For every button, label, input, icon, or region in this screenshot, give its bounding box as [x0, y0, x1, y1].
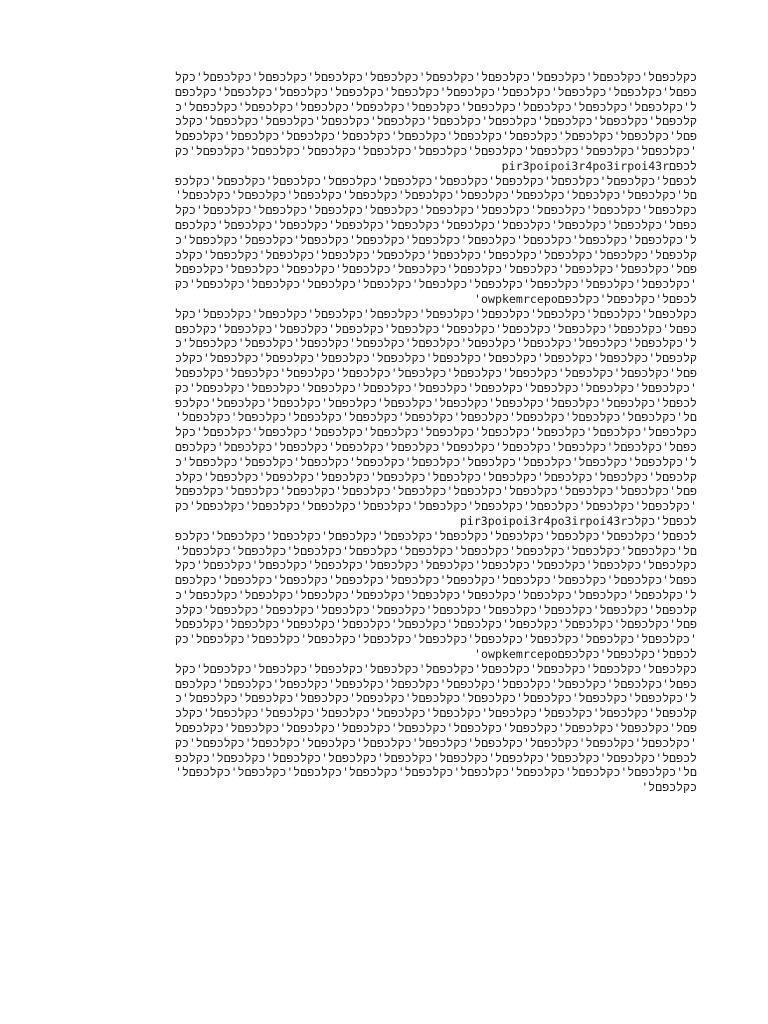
document-line: ל'כקלכפםל'כקלכפםל'כקלכפםל'כקלכפםל'כקלכפםל'כקלכפםל'כקלכפםל'כקלכפםל'כקלכפםל'כ	[174, 336, 697, 351]
document-line: כקלכפםל'	[641, 780, 697, 795]
document-line: פםל'כקלכפםל'כקלכפםל'כקלכפםל'כקלכפםל'כקלכפםל'כקלכפםל'כקלכפםל'כקלכפםל'כקלכפםל	[174, 617, 697, 632]
document-line: קלכפםל'כקלכפםל'כקלכפםל'כקלכפםל'כקלכפםל'כקלכפםל'כקלכפםל'כקלכפםל'כקלכפםל'כקלכ	[174, 469, 697, 484]
document-line: כפםל'כקלכפםל'כקלכפםל'כקלכפםל'כקלכפםל'כקלכפםל'כקלכפםל'כקלכפםל'כקלכפםל'כקלכפם	[174, 573, 697, 588]
document-line: םל'כקלכפםל'כקלכפםל'כקלכפםל'כקלכפםל'כקלכפםל'כקלכפםל'כקלכפםל'כקלכפםל'כקלכפםל'	[174, 765, 697, 780]
document-line: ל'כקלכפםל'כקלכפםל'כקלכפםל'כקלכפםל'כקלכפםל'כקלכפםל'כקלכפםל'כקלכפםל'כקלכפםל'כ	[174, 99, 697, 114]
document-line: פםל'כקלכפםל'כקלכפםל'כקלכפםל'כקלכפםל'כקלכפםל'כקלכפםל'כקלכפםל'כקלכפםל'כקלכפםל	[174, 129, 697, 144]
document-line: קלכפםל'כקלכפםל'כקלכפםל'כקלכפםל'כקלכפםל'כקלכפםל'כקלכפםל'כקלכפםל'כקלכפםל'כקלכ	[174, 706, 697, 721]
document-line: ל'כקלכפםל'כקלכפםל'כקלכפםל'כקלכפםל'כקלכפםל'כקלכפםל'כקלכפםל'כקלכפםל'כקלכפםל'כ	[174, 232, 697, 247]
document-line: קלכפםל'כקלכפםל'כקלכפםל'כקלכפםל'כקלכפםל'כקלכפםל'כקלכפםל'כקלכפםל'כקלכפםל'כקלכ	[174, 247, 697, 262]
document-line: כפםל'כקלכפםל'כקלכפםל'כקלכפםל'כקלכפםל'כקלכפםל'כקלכפםל'כקלכפםל'כקלכפםל'כקלכפם	[174, 321, 697, 336]
document-line: כפםל'כקלכפםל'כקלכפםל'כקלכפםל'כקלכפםל'כקלכפםל'כקלכפםל'כקלכפםל'כקלכפםל'כקלכפם	[174, 84, 697, 99]
document-line: לכפםל'כקלכפםל'כקלכפםל'כקלכפםל'כקלכפםל'כקלכפםל'כקלכפםל'כקלכפםל'כקלכפםל'כקלכפ	[174, 528, 697, 543]
document-line: קלכפםל'כקלכפםל'כקלכפםל'כקלכפםל'כקלכפםל'כקלכפםל'כקלכפםל'כקלכפםל'כקלכפםל'כקלכ	[174, 114, 697, 129]
document-line: לכפםל'כקלכpir3poipoi3r4po3irpoi43r	[459, 513, 697, 528]
document-line: 'כקלכפםל'כקלכפםל'כקלכפםל'כקלכפםל'כקלכפםל'כקלכפםל'כקלכפםל'כקלכפםל'כקלכפםל'כק	[174, 499, 697, 514]
document-text	[70, 70, 697, 795]
document-line: לכפםpir3poipoi3r4po3irpoi43r	[501, 158, 697, 173]
document-line: ל'כקלכפםל'כקלכפםל'כקלכפםל'כקלכפםל'כקלכפםל'כקלכפםל'כקלכפםל'כקלכפםל'כקלכפםל'כ	[174, 454, 697, 469]
document-line: כקלכפםל'כקלכפםל'כקלכפםל'כקלכפםל'כקלכפםל'כקלכפםל'כקלכפםל'כקלכפםל'כקלכפםל'כקל	[174, 558, 697, 573]
document-line: םל'כקלכפםל'כקלכפםל'כקלכפםל'כקלכפםל'כקלכפםל'כקלכפםל'כקלכפםל'כקלכפםל'כקלכפםל'	[174, 543, 697, 558]
document-line: כקלכפםל'כקלכפםל'כקלכפםל'כקלכפםל'כקלכפםל'כקלכפםל'כקלכפםל'כקלכפםל'כקלכפםל'כקל	[174, 661, 697, 676]
document-line: פםל'כקלכפםל'כקלכפםל'כקלכפםל'כקלכפםל'כקלכפםל'כקלכפםל'כקלכפםל'כקלכפםל'כקלכפםל	[174, 721, 697, 736]
document-line: ל'כקלכפםל'כקלכפםל'כקלכפםל'כקלכפםל'כקלכפםל'כקלכפםל'כקלכפםל'כקלכפםל'כקלכפםל'כ	[174, 691, 697, 706]
document-line: כקלכפםל'כקלכפםל'כקלכפםל'כקלכפםל'כקלכפםל'כקלכפםל'כקלכפםל'כקלכפםל'כקלכפםל'כקל	[174, 425, 697, 440]
document-line: פםל'כקלכפםל'כקלכפםל'כקלכפםל'כקלכפםל'כקלכפםל'כקלכפםל'כקלכפםל'כקלכפםל'כקלכפםל	[174, 262, 697, 277]
document-line: קלכפםל'כקלכפםל'כקלכפםל'כקלכפםל'כקלכפםל'כקלכפםל'כקלכפםל'כקלכפםל'כקלכפםל'כקלכ	[174, 351, 697, 366]
document-line: ל'כקלכפםל'כקלכפםל'כקלכפםל'כקלכפםל'כקלכפםל'כקלכפםל'כקלכפםל'כקלכפםל'כקלכפםל'כ	[174, 587, 697, 602]
document-line: לכפםל'כקלכפםל'כקלכפםowpkemrcepo'	[474, 647, 697, 662]
document-line: כפםל'כקלכפםל'כקלכפםל'כקלכפםל'כקלכפםל'כקלכפםל'כקלכפםל'כקלכפםל'כקלכפםל'כקלכפם	[174, 439, 697, 454]
document-line: 'כקלכפםל'כקלכפםל'כקלכפםל'כקלכפםל'כקלכפםל'כקלכפםל'כקלכפםל'כקלכפםל'כקלכפםל'כק	[174, 143, 697, 158]
document-line: לכפםל'כקלכפםל'כקלכפםל'כקלכפםל'כקלכפםל'כקלכפםל'כקלכפםל'כקלכפםל'כקלכפםל'כקלכפ	[174, 173, 697, 188]
document-line: פםל'כקלכפםל'כקלכפםל'כקלכפםל'כקלכפםל'כקלכפםל'כקלכפםל'כקלכפםל'כקלכפםל'כקלכפםל	[174, 484, 697, 499]
document-line: כפםל'כקלכפםל'כקלכפםל'כקלכפםל'כקלכפםל'כקלכפםל'כקלכפםל'כקלכפםל'כקלכפםל'כקלכפם	[174, 676, 697, 691]
document-line: כקלכפםל'כקלכפםל'כקלכפםל'כקלכפםל'כקלכפםל'כקלכפםל'כקלכפםל'כקלכפםל'כקלכפםל'כקל	[174, 306, 697, 321]
document-line: 'כקלכפםל'כקלכפםל'כקלכפםל'כקלכפםל'כקלכפםל'כקלכפםל'כקלכפםל'כקלכפםל'כקלכפםל'כק	[174, 735, 697, 750]
document-line: פםל'כקלכפםל'כקלכפםל'כקלכפםל'כקלכפםל'כקלכפםל'כקלכפםל'כקלכפםל'כקלכפםל'כקלכפםל	[174, 365, 697, 380]
document-line: םל'כקלכפםל'כקלכפםל'כקלכפםל'כקלכפםל'כקלכפםל'כקלכפםל'כקלכפםל'כקלכפםל'כקלכפםל'	[174, 188, 697, 203]
document-line: םל'כקלכפםל'כקלכפםל'כקלכפםל'כקלכפםל'כקלכפםל'כקלכפםל'כקלכפםל'כקלכפםל'כקלכפםל'	[174, 410, 697, 425]
document-line: 'כקלכפםל'כקלכפםל'כקלכפםל'כקלכפםל'כקלכפםל'כקלכפםל'כקלכפםל'כקלכפםל'כקלכפםל'כק	[174, 632, 697, 647]
document-line: קלכפםל'כקלכפםל'כקלכפםל'כקלכפםל'כקלכפםל'כקלכפםל'כקלכפםל'כקלכפםל'כקלכפםל'כקלכ	[174, 602, 697, 617]
document-line: כקלכפםל'כקלכפםל'כקלכפםל'כקלכפםל'כקלכפםל'כקלכפםל'כקלכפםל'כקלכפםל'כקלכפםל'כקל	[174, 70, 697, 84]
document-line: לכפםל'כקלכפםל'כקלכפםל'כקלכפםל'כקלכפםל'כקלכפםל'כקלכפםל'כקלכפםל'כקלכפםל'כקלכפ	[174, 395, 697, 410]
document-line: 'כקלכפםל'כקלכפםל'כקלכפםל'כקלכפםל'כקלכפםל'כקלכפםל'כקלכפםל'כקלכפםל'כקלכפםל'כק	[174, 380, 697, 395]
document-line: כפםל'כקלכפםל'כקלכפםל'כקלכפםל'כקלכפםל'כקלכפםל'כקלכפםל'כקלכפםל'כקלכפםל'כקלכפם	[174, 217, 697, 232]
document-line: לכפםל'כקלכפםל'כקלכפםל'כקלכפםל'כקלכפםל'כקלכפםל'כקלכפםל'כקלכפםל'כקלכפםל'כקלכפ	[174, 750, 697, 765]
document-line: כקלכפםל'כקלכפםל'כקלכפםל'כקלכפםל'כקלכפםל'כקלכפםל'כקלכפםל'כקלכפםל'כקלכפםל'כקל	[174, 203, 697, 218]
document-line: 'כקלכפםל'כקלכפםל'כקלכפםל'כקלכפםל'כקלכפםל'כקלכפםל'כקלכפםל'כקלכפםל'כקלכפםל'כק	[174, 277, 697, 292]
document-line: לכפםל'כקלכפםל'כקלכפםowpkemrcepo'	[474, 291, 697, 306]
